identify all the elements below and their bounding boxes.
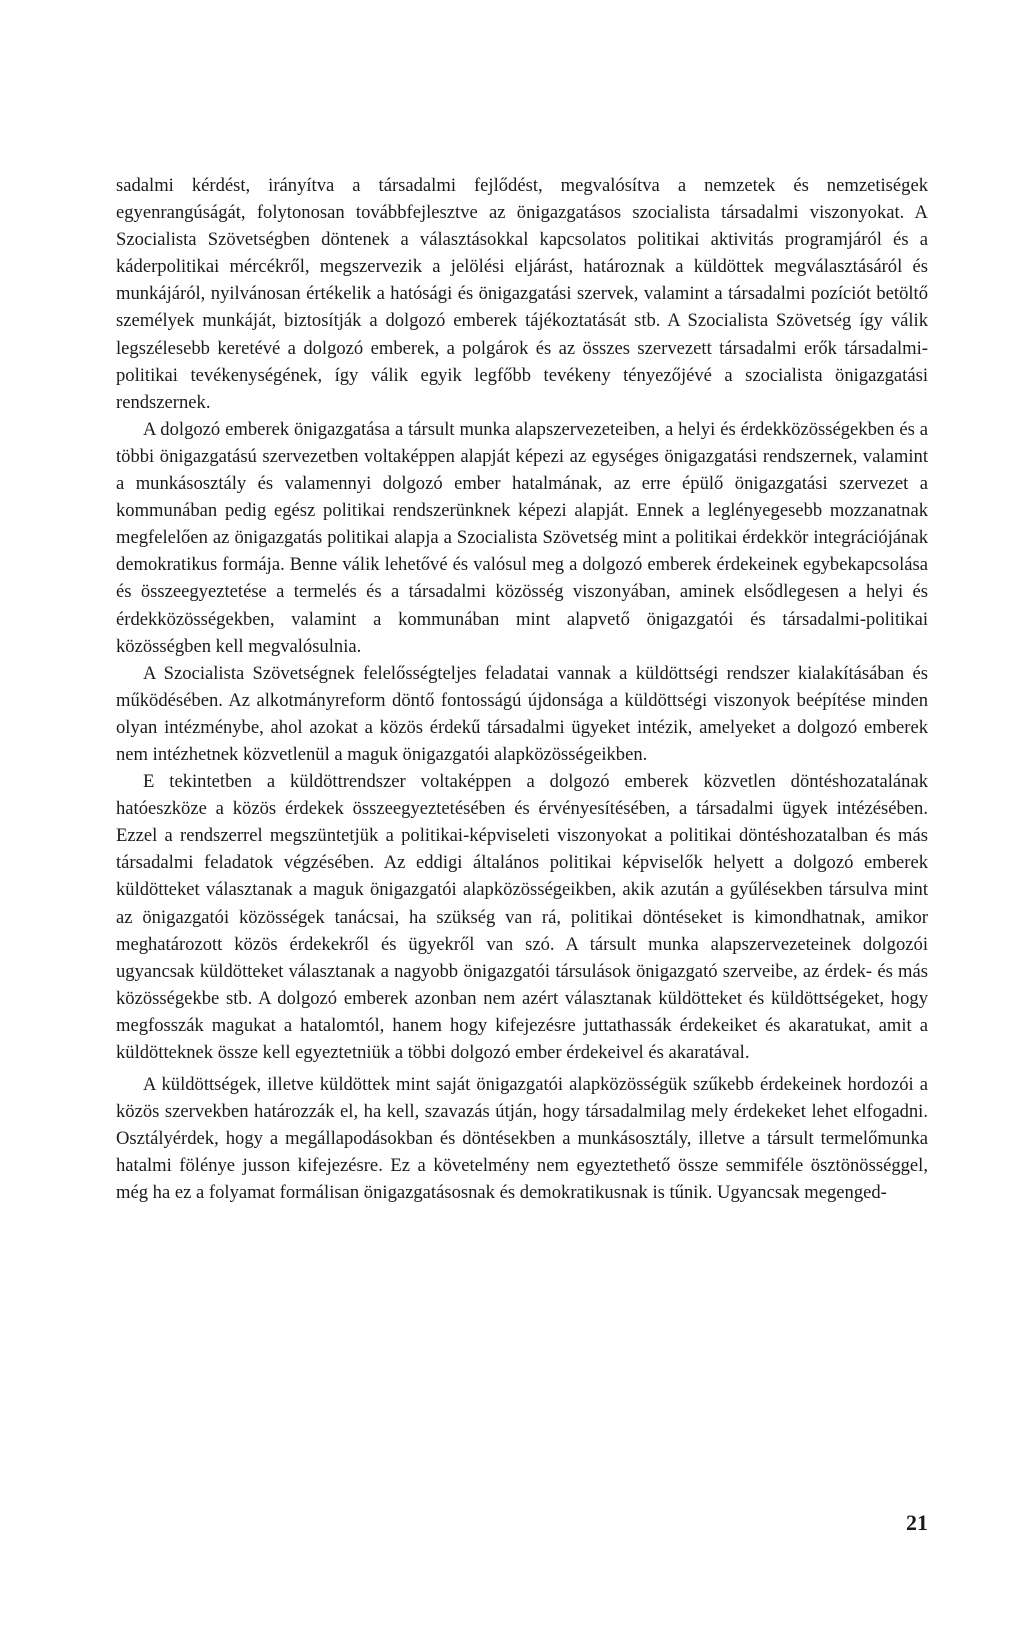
page-number: 21 — [906, 1510, 928, 1535]
paragraph-2: A dolgozó emberek önigazgatása a társult munka alapszervezeteiben, a helyi és érdekközösségekben és a többi önigazgatású szervezetben voltaképpen alapját képezi az egységes önigazgatási rendszernek, valamint a munkásosztály és valamennyi dolgozó ember hatalmának, az erre épülő önigazgatási szervezet a kommunában pedig egész politikai rendszerünknek képezi alapját. Ennek a leglényegesebb mozzanatnak megfelelően az önigazgatás politikai alapja a Szocialista Szövetség mint a politikai érdekkör integrációjának demokratikus formája. Benne válik lehetővé és valósul meg a dolgozó emberek érdekeinek egybekapcsolása és összeegyeztetése a termelés és a társadalmi közösség viszonyában, aminek elsődlegesen a helyi és érdekközösségekben, valamint a kommunában mint alapvető önigazgatói és társadalmi-politikai közösségben kell megvalósulnia. — [116, 418, 928, 657]
paragraph-5: A küldöttségek, illetve küldöttek mint saját önigazgatói alapközösségük szűkebb érdekeinek hordozói a közös szervekben határozzák el, ha kell, szavazás útján, hogy társadalmilag mely érdekeket lehet elfogadni. Osztályérdek, hogy a megállapodásokban és döntésekben a munkásosztály, illetve a társult termelőmunka hatalmi fölénye jusson kifejezésre. Ez a követelmény nem egyeztethető össze semmiféle ösztönösséggel, még ha ez a folyamat formálisan önigazgatásosnak és demokratikusnak is tűnik. Ugyancsak megenged- — [116, 1074, 928, 1204]
paragraph-4: E tekintetben a küldöttrendszer voltaképpen a dolgozó emberek közvetlen döntéshozatalának hatóeszköze a közös érdekek összeegyeztetésében és érvényesítésében, a társadalmi ügyek intézésében. Ezzel a rendszerrel megszüntetjük a politikai-képviseleti viszonyokat a politikai döntéshozatalban és más társadalmi feladatok végzésében. Az eddigi általános politikai képviselők helyett a dolgozó emberek küldötteket választanak a maguk önigazgatói alapközösségeikben, akik azután a gyűlésekben társulva mint az önigazgatói közösségek tanácsai, ha szükség van rá, politikai döntéseket is kimondhatnak, amikor meghatározott közös érdekekről és ügyekről van szó. A társult munka alapszervezeteinek dolgozói ugyancsak küldötteket választanak a nagyobb önigazgatói társulások önigazgató szerveibe, az érdek- és más közösségekbe stb. A dolgozó emberek azonban nem azért választanak küldötteket és küldöttségeket, hogy megfosszák magukat a hatalomtól, hanem hogy kifejezésre juttathassák érdekeiket és akaratukat, amit a küldötteknek össze kell egyeztetniük a többi dolgozó ember érdekeivel és akaratával. — [116, 771, 928, 1063]
paragraph-1: sadalmi kérdést, irányítva a társadalmi fejlődést, megvalósítva a nemzetek és nemzetiségek egyenrangúságát, folytonosan továbbfejlesztve az önigazgatásos szocialista társadalmi viszonyokat. A Szocialista Szövetségben döntenek a választásokkal kapcsolatos politikai aktivitás programjáról és a káderpolitikai mércékről, megszervezik a jelölési eljárást, határoznak a küldöttek megválasztásáról és munkájáról, nyilvánosan értékelik a hatósági és önigazgatási szervek, valamint a társadalmi pozíciót betöltő személyek munkáját, biztosítják a dolgozó emberek tájékoztatását stb. A Szocialista Szövetség így válik legszélesebb keretévé a dolgozó emberek, a polgárok és az összes szervezett társadalmi erők társadalmi-politikai tevékenységének, így válik egyik legfőbb tevékeny tényezőjévé a szocialista önigazgatási rendszernek. — [116, 175, 928, 413]
paragraph-3: A Szocialista Szövetségnek felelősségteljes feladatai vannak a küldöttségi rendszer kialakításában és működésében. Az alkotmányreform döntő fontosságú újdonsága a küldöttségi viszonyok beépítése minden olyan intézménybe, ahol azokat a közös érdekű társadalmi ügyeket intézik, amelyeket a dolgozó emberek nem intézhetnek közvetlenül a maguk önigazgatói alapközösségeikben. — [116, 662, 928, 765]
body-text — [116, 172, 928, 1207]
